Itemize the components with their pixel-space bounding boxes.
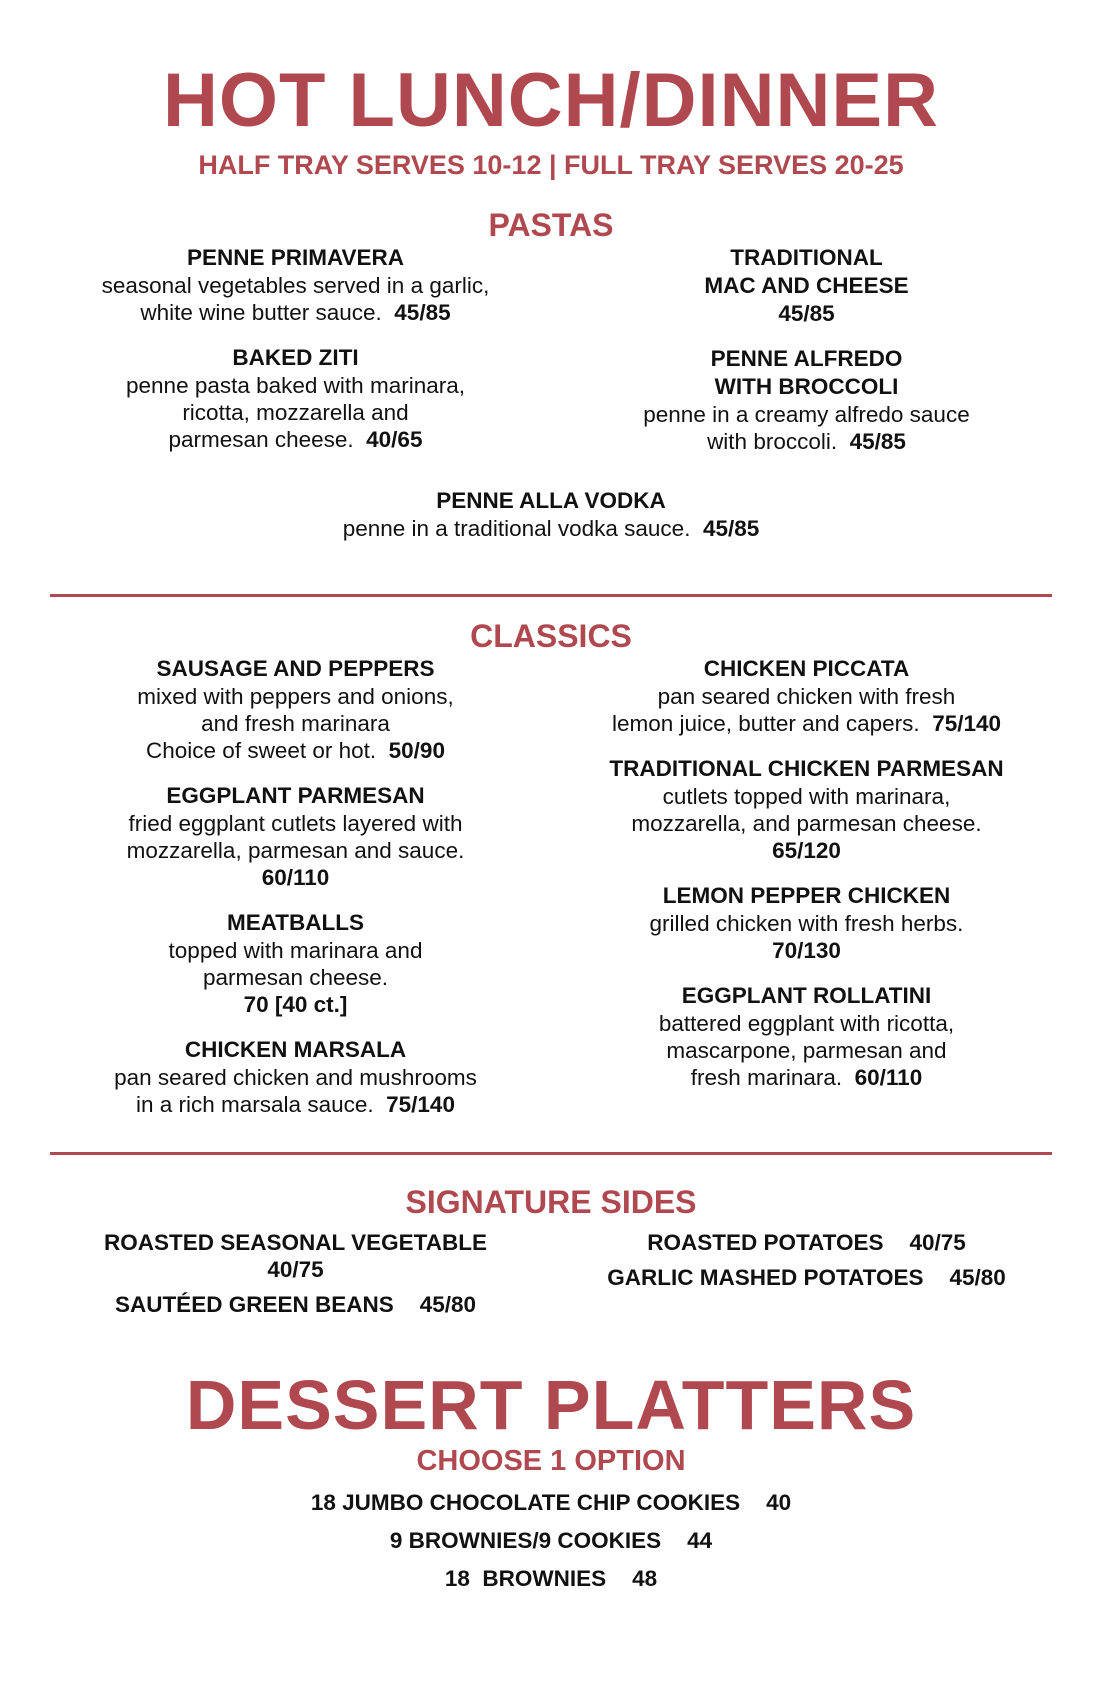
item-description: fried eggplant cutlets layered with mozzarella, parmesan and sauce. [126,811,465,863]
item-name: LEMON PEPPER CHICKEN [662,883,951,908]
dessert-option [50,1527,1052,1554]
menu-item [561,755,1052,864]
item-name: SAUSAGE AND PEPPERS [156,656,435,681]
item-description: pan seared chicken and mushrooms in a rich marsala sauce. 75/140 [114,1065,477,1117]
item-price: 75/140 [386,1092,455,1117]
menu-item [50,655,541,764]
desserts-section [50,1368,1052,1592]
menu-item [50,782,541,891]
desserts-title: DESSERT PLATTERS [185,1366,917,1444]
item-price: 50/90 [388,738,445,763]
item-name: PENNE ALLA VODKA [436,488,666,513]
menu-item [50,344,541,453]
side-price: 40/75 [267,1257,324,1282]
item-description: pan seared chicken with fresh lemon juice, butter and capers. 75/140 [611,684,1002,736]
menu-item [50,487,1052,542]
item-description: penne in a traditional vodka sauce. 45/85 [342,516,760,541]
classics-right-column [561,655,1052,1136]
side-item [561,1264,1052,1291]
item-name: TRADITIONAL MAC AND CHEESE [704,245,909,298]
sides-right-column [561,1229,1052,1318]
item-price: 65/120 [772,838,841,863]
menu-item [50,909,541,1018]
dessert-option [50,1489,1052,1516]
item-description: topped with marinara and parmesan cheese. [168,938,423,990]
item-price: 45/85 [849,429,906,454]
menu-item [561,882,1052,964]
item-description: grilled chicken with fresh herbs. [649,911,964,936]
side-item [50,1291,541,1318]
section-divider [50,1152,1052,1155]
menu-item [561,982,1052,1091]
item-name: BAKED ZITI [232,345,359,370]
pastas-heading: PASTAS [488,207,614,243]
item-description: penne in a creamy alfredo sauce with broccoli. 45/85 [643,402,970,454]
item-description: penne pasta baked with marinara, ricotta, mozzarella and parmesan cheese. 40/65 [126,373,465,452]
menu-item [561,345,1052,455]
side-name: GARLIC MASHED POTATOES [607,1265,924,1290]
item-price: 40/65 [366,427,423,452]
dessert-price: 48 [632,1566,658,1591]
menu-item [561,244,1052,327]
item-description: battered eggplant with ricotta, mascarpone, parmesan and fresh marinara. 60/110 [658,1011,955,1090]
menu-item [50,1036,541,1118]
item-name: MEATBALLS [226,910,365,935]
side-item [561,1229,1052,1256]
item-name: EGGPLANT ROLLATINI [681,983,932,1008]
pastas-section [50,206,1052,542]
item-price: 45/85 [394,300,451,325]
side-name: SAUTÉED GREEN BEANS [114,1292,394,1317]
item-price: 45/85 [778,301,835,326]
page-title: HOT LUNCH/DINNER [163,58,939,143]
item-name: CHICKEN MARSALA [184,1037,407,1062]
section-divider [50,594,1052,597]
dessert-name: 9 BROWNIES/9 COOKIES [389,1528,662,1553]
desserts-subtitle: CHOOSE 1 OPTION [416,1445,686,1477]
menu-item [50,244,541,326]
item-description: cutlets topped with marinara, mozzarella, and parmesan cheese. [631,784,982,836]
side-name: ROASTED POTATOES [647,1230,884,1255]
menu-item [561,655,1052,737]
pastas-right-column [561,244,1052,473]
classics-left-column [50,655,541,1136]
item-name: CHICKEN PICCATA [703,656,910,681]
item-name: PENNE ALFREDO WITH BROCCOLI [710,346,903,399]
sides-left-column [50,1229,541,1318]
item-price: 60/110 [261,865,330,890]
dessert-name: 18 BROWNIES [444,1566,607,1591]
dessert-option [50,1565,1052,1592]
item-name: PENNE PRIMAVERA [186,245,405,270]
dessert-name: 18 JUMBO CHOCOLATE CHIP COOKIES [310,1490,741,1515]
side-price: 40/75 [909,1230,966,1255]
item-description: mixed with peppers and onions, and fresh marinara Choice of sweet or hot. 50/90 [137,684,454,763]
sides-heading: SIGNATURE SIDES [405,1184,697,1220]
page-subtitle: HALF TRAY SERVES 10-12 | FULL TRAY SERVES 20-25 [198,150,904,180]
item-price: 70 [40 ct.] [243,992,348,1017]
item-price: 60/110 [854,1065,923,1090]
sides-section [50,1183,1052,1318]
item-price: 75/140 [932,711,1002,736]
classics-heading: CLASSICS [470,618,632,654]
side-item [50,1229,541,1283]
side-price: 45/80 [419,1292,477,1317]
item-name: TRADITIONAL CHICKEN PARMESAN [609,756,1004,781]
dessert-price: 44 [687,1528,713,1553]
item-price: 45/85 [702,516,760,541]
item-name: EGGPLANT PARMESAN [166,783,425,808]
classics-section [50,617,1052,1136]
item-price: 70/130 [772,938,841,963]
dessert-price: 40 [766,1490,792,1515]
pastas-left-column [50,244,541,473]
item-description: seasonal vegetables served in a garlic, white wine butter sauce. 45/85 [101,273,490,325]
side-name: ROASTED SEASONAL VEGETABLE [104,1230,487,1255]
side-price: 45/80 [949,1265,1006,1290]
